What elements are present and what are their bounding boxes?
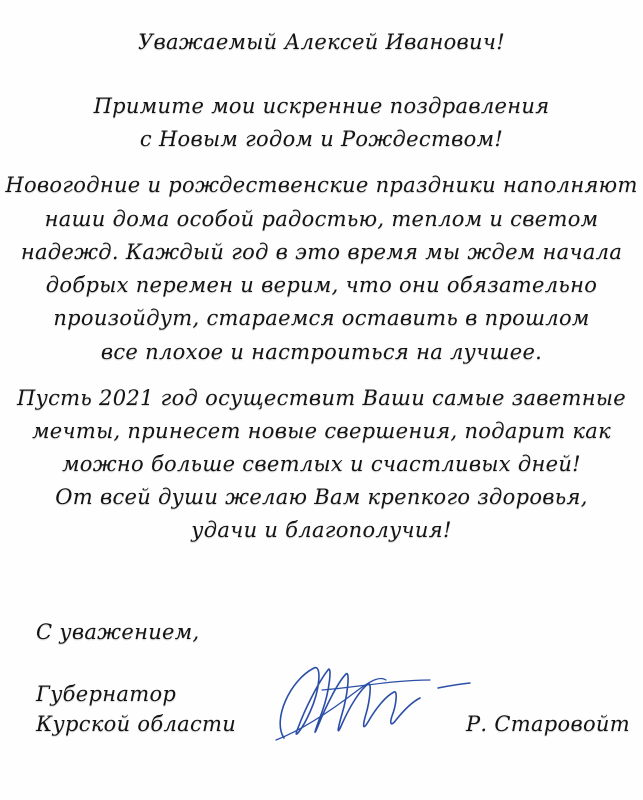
paragraph1-line-6: все плохое и настроиться на лучшее. [100, 340, 543, 364]
paragraph1-line-5: произойдут, стараемся оставить в прошлом [53, 306, 590, 330]
paragraph2-line-2: мечты, принесет новые свершения, подарит как [32, 419, 611, 443]
greeting-line-1: Примите мои искренние поздравления [93, 94, 550, 118]
signer-name: Р. Старовойт [466, 712, 630, 736]
handwritten-signature-icon [262, 650, 477, 750]
paragraph1-line-1: Новогодние и рождественские праздники наполняют [5, 173, 638, 197]
closing-phrase: С уважением, [36, 620, 200, 644]
signer-title-line-2: Курской области [36, 712, 237, 736]
paragraph1-line-4: добрых перемен и верим, что они обязательно [45, 273, 598, 297]
paragraph2-line-5: удачи и благополучия! [191, 518, 452, 542]
paragraph2-line-4: От всей души желаю Вам крепкого здоровья, [55, 485, 588, 509]
salutation: Уважаемый Алексей Иванович! [138, 30, 505, 54]
paragraph2-line-3: можно больше светлых и счастливых дней! [62, 452, 581, 476]
greeting-line-2: с Новым годом и Рождеством! [139, 127, 504, 151]
paragraph1-line-2: наши дома особой радостью, теплом и светом [44, 207, 599, 231]
signer-title-line-1: Губернатор [36, 682, 177, 706]
paragraph1-line-3: надежд. Каждый год в это время мы ждем начала [20, 240, 623, 264]
paragraph2-line-1: Пусть 2021 год осуществит Ваши самые заветные [16, 386, 627, 410]
